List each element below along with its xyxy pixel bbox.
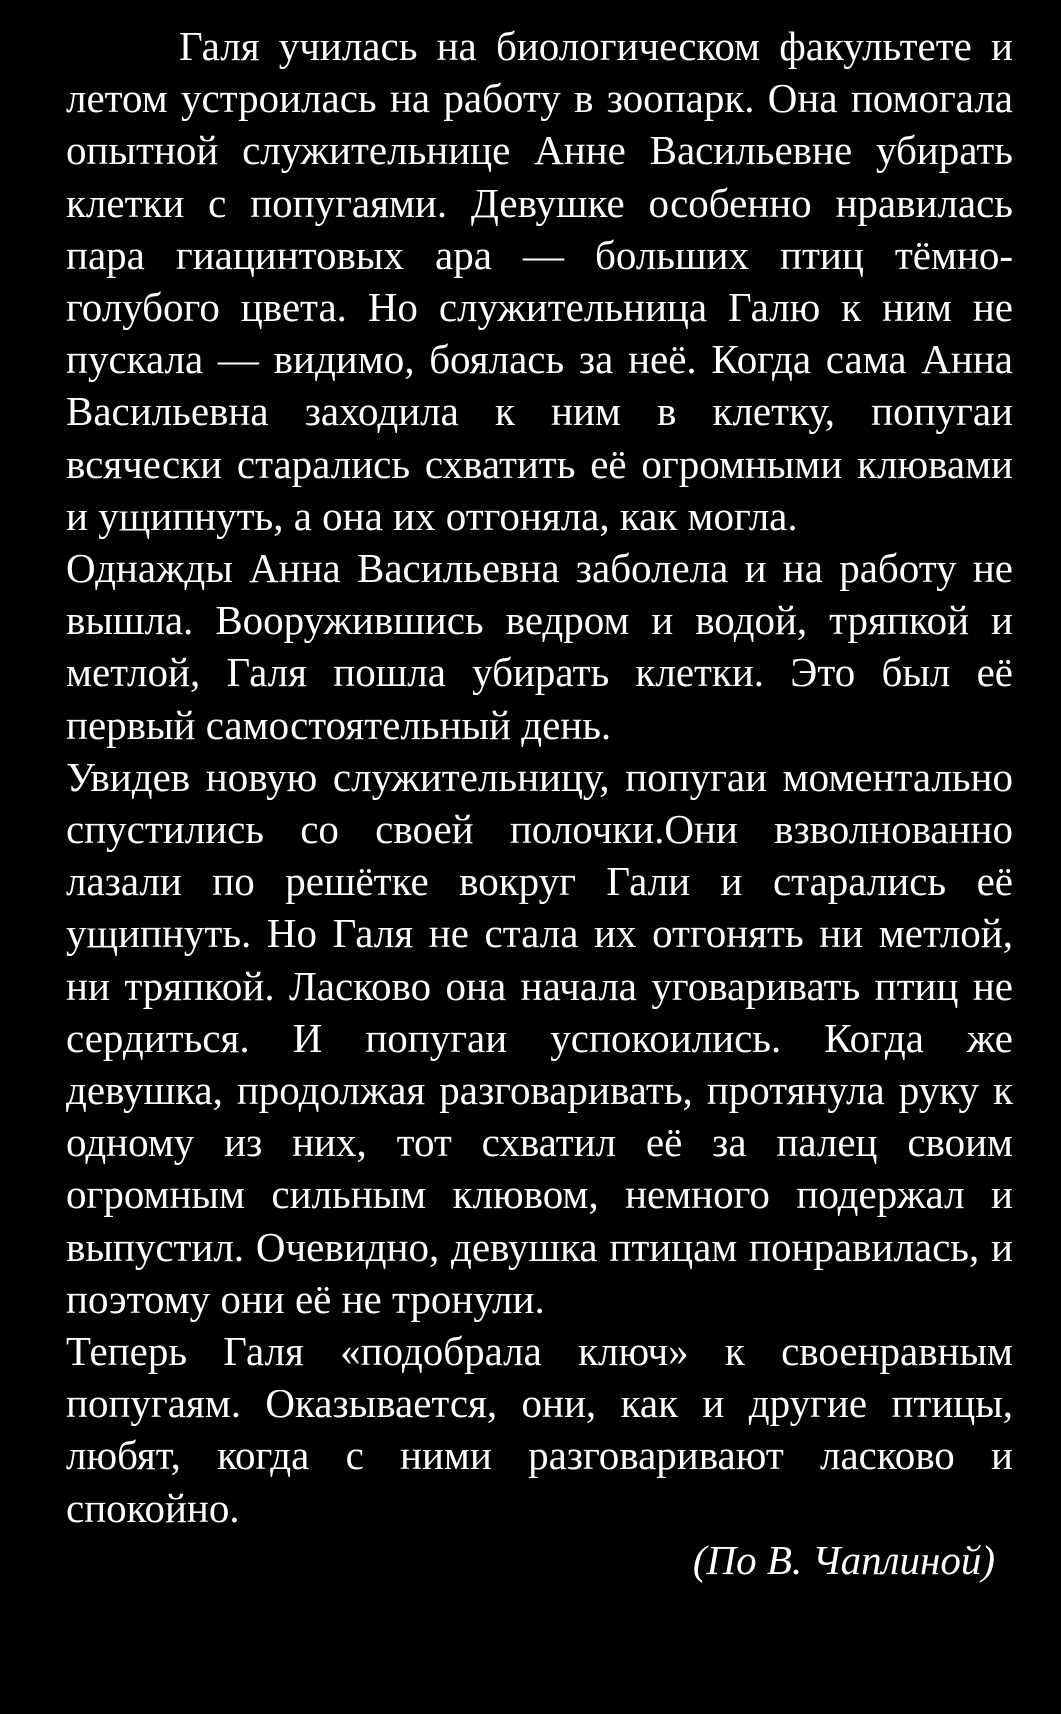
paragraph-1: Галя училась на биологическом факультете и летом устроилась на работу в зоопарк. Она помогала опытной служительнице Анне Васильевне убирать клетки с попугаями. Девушке особенно нравилась пара гиацинтовых ара — больших птиц тёмно-голубого цвета. Но служительница Галю к ним не пускала — видимо, боялась за неё. Когда сама Анна Васильевна заходила к ним в клетку, попугаи всячески старались схватить её огромными клювами и ущипнуть, а она их отгоняла, как могла. — [66, 23, 1013, 539]
paragraph-4: Теперь Галя «подобрала ключ» к своенравным попугаям. Оказывается, они, как и другие птицы, любят, когда с ними разговаривают ласково и спокойно. — [66, 1328, 1013, 1531]
paragraph-3: Увидев новую служительницу, попугаи моментально спустились со своей полочки.Они взволнованно лазали по решётке вокруг Гали и старались её ущипнуть. Но Галя не стала их отгонять ни метлой, ни тряпкой. Ласково она начала уговаривать птиц не сердиться. И попугаи успокоились. Когда же девушка, продолжая разговаривать, протянула руку к одному из них, тот схватил её за палец своим огромным сильным клювом, немного подержал и выпустил. Очевидно, девушка птицам понравилась, и поэтому они её не тронули. — [66, 753, 1013, 1322]
source-attribution: (По В. Чаплиной) — [692, 1536, 995, 1583]
paragraph-2: Однажды Анна Васильевна заболела и на работу не вышла. Вооружившись ведром и водой, тряпкой и метлой, Галя пошла убирать клетки. Это был её первый самостоятельный день. — [66, 545, 1013, 748]
document-page — [66, 20, 1013, 1586]
